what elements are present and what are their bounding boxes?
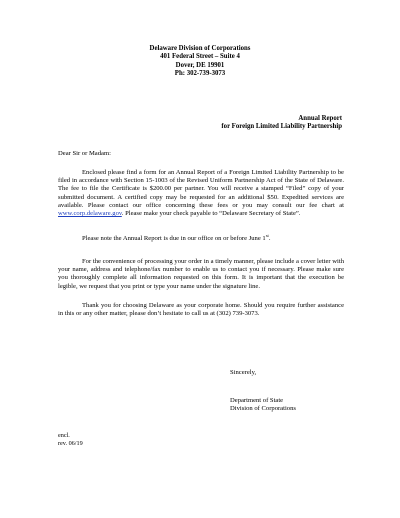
- footer-notes: [58, 432, 83, 448]
- revision-note: rev. 06/19: [58, 439, 83, 447]
- paragraph-fees-text: Enclosed please find a form for an Annual Report of a Foreign Limited Liability Partnership to be filed in accordance with Section 15-1003 of the Revised Uniform Partnership Act of the State of Delaware. The fee to file the Certificate is $200.00 per partner. You will receive a stamped “Filed” copy of your submitted document. A certified copy may be requested for an additional $50. Expedited services are available. Please contact our office concerning these fees or you may consult our fee chart at: [58, 169, 344, 209]
- signoff-division: Division of Corporations: [230, 405, 296, 413]
- letterhead-phone: Ph: 302-739-3073: [174, 69, 226, 77]
- report-title: [221, 115, 342, 132]
- paragraph-fees-text-end: . Please make your check payable to “Delaware Secretary of State”.: [121, 210, 301, 218]
- date-ordinal-suffix: st: [265, 232, 269, 238]
- letterhead: [0, 45, 400, 78]
- paragraph-due-date: [58, 232, 344, 243]
- signoff-department: Department of State: [230, 397, 284, 404]
- report-title-line1: Annual Report: [298, 115, 342, 122]
- paragraph-thank-you: Thank you for choosing Delaware as your corporate home. Should you require further assistance in this or any other matter, please don’t hesitate to call us at (302) 739-3073.: [58, 302, 344, 318]
- closing: Sincerely,: [230, 369, 257, 376]
- enclosure-note: encl.: [58, 432, 70, 439]
- salutation: Dear Sir or Madam:: [58, 150, 111, 157]
- paragraph-processing: For the convenience of processing your order in a timely manner, please include a cover letter with your name, address and telephone/fax number to enable us to contact you if necessary. Please make sure you thoroughly complete all information requested on this form. It is important that the execution be legible, we request that you print or type your name under the signature line.: [58, 258, 344, 290]
- paragraph-due-date-text: Please note the Annual Report is due in our office on or before June 1: [82, 235, 266, 242]
- paragraph-due-date-end: .: [268, 235, 271, 242]
- letterhead-organization: Delaware Division of Corporations: [149, 45, 251, 52]
- signoff: [230, 397, 296, 413]
- letterhead-city: Dover, DE 19901: [175, 61, 225, 69]
- letterhead-street: 401 Federal Street – Suite 4: [160, 53, 240, 61]
- paragraph-fees: [58, 169, 344, 218]
- fee-chart-link[interactable]: www.corp.delaware.gov: [58, 210, 122, 218]
- report-title-line2: for Foreign Limited Liability Partnership: [221, 123, 342, 131]
